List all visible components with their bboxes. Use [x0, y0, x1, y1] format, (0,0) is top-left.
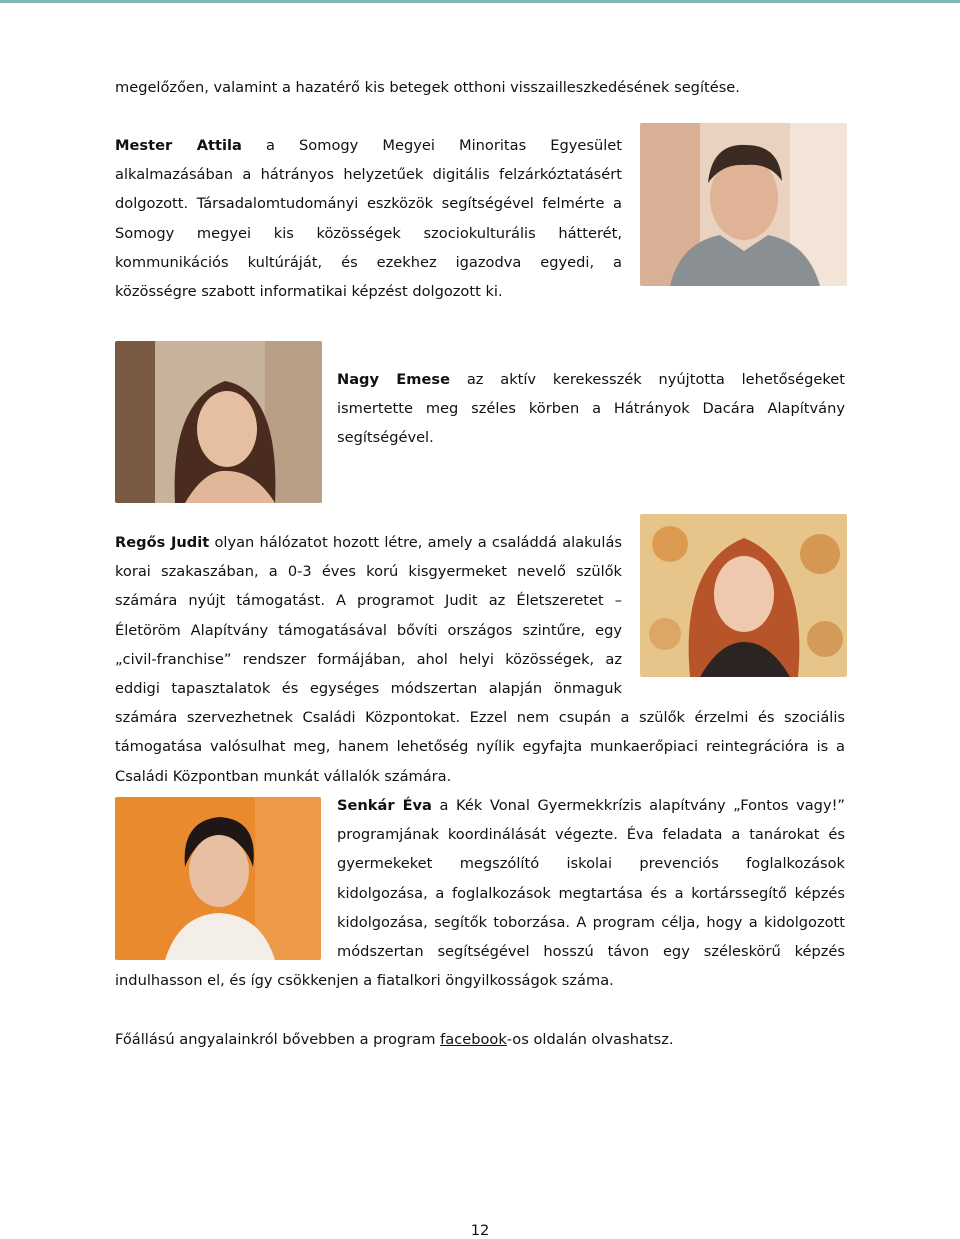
- top-rule: [0, 0, 960, 3]
- senkar-eva-photo: [115, 797, 321, 960]
- nagy-name: Nagy Emese: [337, 371, 450, 388]
- page-number: 12: [470, 1222, 490, 1239]
- nagy-paragraph: [337, 365, 845, 453]
- facebook-link[interactable]: facebook: [440, 1031, 507, 1048]
- regos-name: Regős Judit: [115, 534, 210, 551]
- mester-text: a Somogy Megyei Minoritas Egyesület alkalmazásában a hátrányos helyzetűek digitális felzárkóztatásért dolgozott. Társadalomtudományi eszközök segítségével felmérte a Somogy megyei kis közösségek szociokulturális hátterét, kommunikációs kultúráját, és ezekhez igazodva egyedi, a közösségre szabott informatikai képzést dolgozott ki.: [115, 137, 622, 301]
- nagy-emese-photo: [115, 341, 322, 503]
- senkar-text: a Kék Vonal Gyermekkrízis alapítvány „Fontos vagy!” programjának koordinálását végezte. Éva feladata a tanárokat és gyermekeket megszólító iskolai prevenciós foglalkozások kidolgozása, a foglalkozások megtartása és a kortárssegítő képzés kidolgozása, segítők toborzása. A program célja, hogy a kidolgozott módszertan segítségével hosszú távon egy széleskörű képzés indulhasson el, és így csökkenjen a fiatalkori öngyilkosságok száma.: [115, 797, 845, 990]
- mester-attila-photo: [640, 123, 847, 286]
- nagy-text: az aktív kerekesszék nyújtotta lehetőségeket ismertette meg széles körben a Hátrányok Dacára Alapítvány segítségével.: [337, 371, 845, 447]
- regos-judit-photo: [640, 514, 847, 677]
- regos-text: olyan hálózatot hozott létre, amely a családdá alakulás korai szakaszában, a 0-3 éves korú kisgyermeket nevelő szülők számára nyújt támogatást. A programot Judit az Életszeretet – Életöröm Alapítvány támogatásával bővíti országos szintűre, egy „civil-franchise” rendszer formájában, ahol helyi közösségek, az eddigi tapasztalatok és egységes módszertan alapján önmaguk számára szervezhetnek Családi Központokat. Ezzel nem csupán a szülők érzelmi és szociális támogatása valósulhat meg, hanem lehetőség nyílik egyfajta munkaerőpiaci reintegrációra is a Családi Központban munkát vállalók számára.: [115, 534, 845, 785]
- intro-tail-paragraph: megelőzően, valamint a hazatérő kis betegek otthoni visszailleszkedésének segítése.: [115, 79, 740, 96]
- senkar-name: Senkár Éva: [337, 797, 432, 814]
- closing-paragraph: Főállású angyalainkról bővebben a program facebook-os oldalán olvashatsz.: [115, 1031, 674, 1048]
- mester-name: Mester Attila: [115, 137, 242, 154]
